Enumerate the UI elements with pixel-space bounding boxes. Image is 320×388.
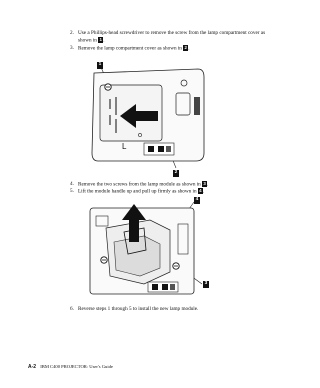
step-text: Use a Phillips-head screwdriver to remove the screw from the lamp compartment cover as shown in [78,30,266,44]
step-number: 3. [70,45,74,51]
page-footer [28,364,113,370]
lamp-cover-illustration [80,53,210,178]
callout-ref-badge: 2 [184,45,187,50]
callout-ref-badge: 3 [203,181,206,186]
step-4: 4. Remove the two screws from the lamp module as shown in 3. [70,181,209,188]
document-title: IBM C400 PROJECTOR: User's Guide [40,364,113,369]
step-number: 4. [70,181,74,187]
figure2-callout-3: 3 [204,281,208,286]
step-6 [70,306,278,313]
lamp-module-illustration [84,198,210,302]
callout-ref-badge: 1 [99,37,102,43]
figure1-callout-2: 2 [174,170,178,175]
step-number: 2. [70,30,74,36]
step-number: 6. [70,306,74,312]
step-5: 5. Lift the module handle up and pull up firmly as shown in 4. [70,188,205,195]
figure2-callout-4: 4 [195,197,199,202]
step-3: 3. Remove the lamp compartment cover as shown in 2. [70,45,190,52]
step-text: Remove the two screws from the lamp module as shown in [78,181,201,188]
svg-text:L: L [122,142,127,151]
callout-ref-badge: 4 [199,188,202,193]
step-text: Reverse steps 1 through 5 to install the new lamp module. [78,306,199,312]
step-2: 2. Use a Phillips-head screwdriver to remove the screw from the lamp compartment cover as shown in 1. [70,30,266,44]
step-text: Lift the module handle up and pull up firmly as shown in [78,188,197,195]
figure1-callout-1: 1 [98,62,102,67]
step-number: 5. [70,188,74,194]
step-text: Remove the lamp compartment cover as shown in [78,45,182,52]
page-number: A-2 [28,364,37,370]
